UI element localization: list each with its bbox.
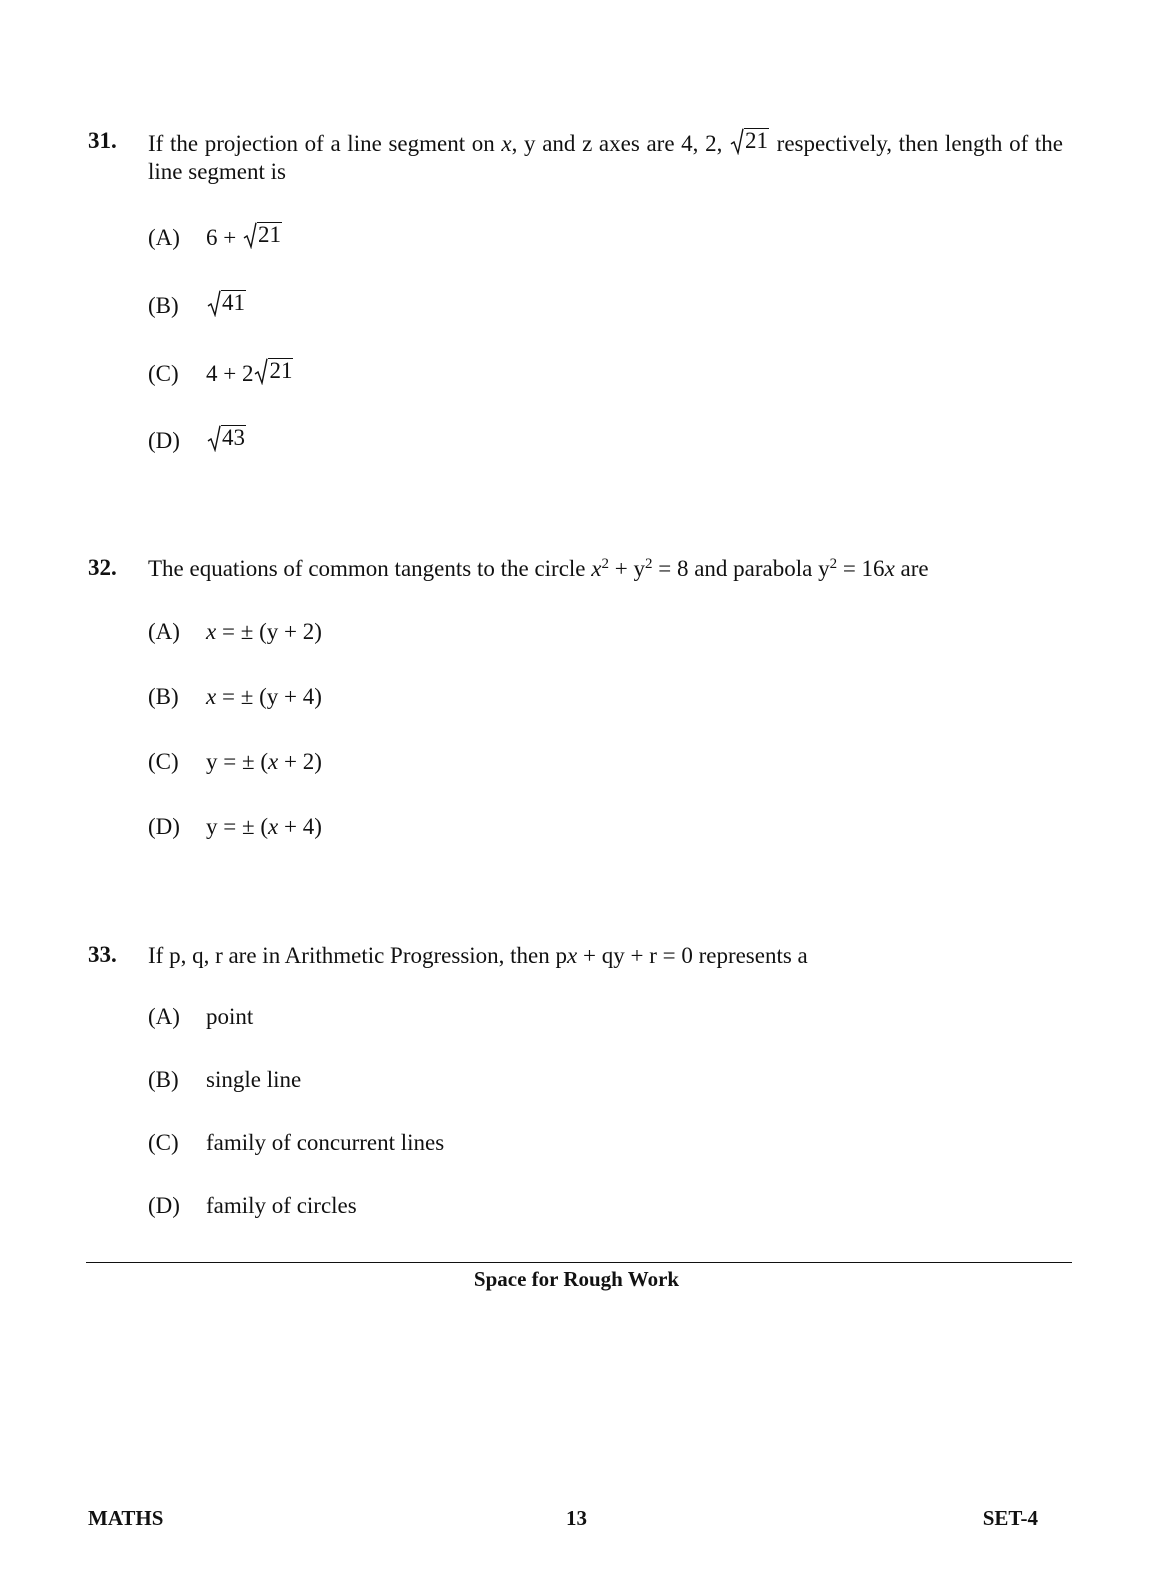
option-c[interactable]: (C) y = ± (x + 2) — [148, 749, 322, 774]
question-text: If the projection of a line segment on x, y and z axes are 4, 2, 21 respectively, then length of the line segment is — [148, 128, 1063, 184]
divider-line — [86, 1262, 1072, 1263]
option-c[interactable]: (C) family of concurrent lines — [148, 1130, 445, 1155]
option-d[interactable]: (D) family of circles — [148, 1193, 357, 1218]
option-b[interactable]: (B) 41 — [148, 290, 245, 318]
question-number: 33. — [88, 942, 117, 967]
option-a[interactable]: (A) x = ± (y + 2) — [148, 619, 322, 644]
option-d[interactable]: (D) 43 — [148, 425, 245, 453]
question-33 — [88, 942, 1063, 1218]
footer-set: SET-4 — [982, 1506, 1038, 1530]
option-a[interactable]: (A) 6 + 21 — [148, 222, 281, 250]
question-32 — [88, 555, 1063, 839]
question-text: If p, q, r are in Arithmetic Progression, then px + qy + r = 0 represents a — [148, 943, 808, 968]
option-c[interactable]: (C) 4 + 2 21 — [148, 358, 293, 386]
footer-subject: MATHS — [88, 1506, 164, 1530]
sqrt-symbol: 21 — [730, 128, 769, 155]
question-number: 31. — [88, 128, 117, 153]
footer-page-number: 13 — [566, 1506, 587, 1530]
sqrt-symbol: 43 — [207, 425, 246, 452]
question-text: The equations of common tangents to the circle $x^2 + y^2 = 8$ and parabola $y^2 = 16x$ are — [148, 556, 929, 581]
sqrt-symbol: 21 — [243, 222, 282, 249]
question-31 — [88, 128, 1063, 453]
question-number: 32. — [88, 555, 117, 580]
option-d[interactable]: (D) y = ± (x + 4) — [148, 814, 322, 839]
rough-work-heading: Space for Rough Work — [473, 1267, 680, 1291]
sqrt-symbol: 21 — [254, 358, 293, 385]
sqrt-symbol: 41 — [207, 290, 246, 317]
option-b[interactable]: (B) single line — [148, 1067, 302, 1092]
option-a[interactable]: (A) point — [148, 1004, 254, 1029]
option-b[interactable]: (B) x = ± (y + 4) — [148, 684, 322, 709]
